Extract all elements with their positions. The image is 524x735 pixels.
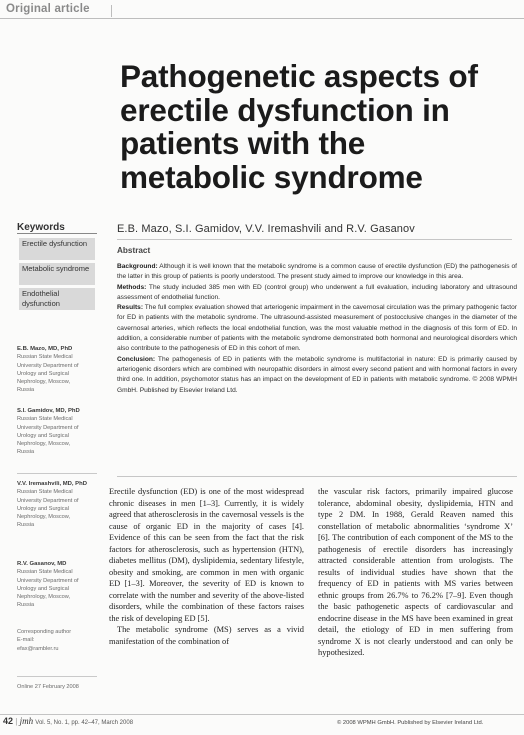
keyword-item: Metabolic syndrome — [19, 263, 95, 285]
affiliation-line: Russia — [17, 522, 35, 529]
title-line: metabolic syndrome — [120, 158, 423, 195]
sidebar-rule — [17, 473, 97, 474]
affiliation-line: Russian State Medical — [17, 569, 73, 576]
footer-citation: 42 | jmh Vol. 5, No. 1, pp. 42–47, March 2008 — [3, 716, 134, 726]
abstract-rule — [117, 476, 517, 477]
affiliation-line: Urology and Surgical — [17, 505, 69, 512]
abstract-text — [117, 262, 517, 396]
author-affiliation — [17, 407, 100, 457]
corresponding-label: Corresponding author — [17, 629, 72, 635]
affiliation-line: Nephrology, Moscow, — [17, 441, 71, 448]
conclusion-text: The pathogenesis of ED in patients with the metabolic syndrome is multifactorial in nature: ED is primarily caused by arteriogenic disorders which are combined with neuropathic disorders in almost every second patient and with hormonal factors in every third one. In addition, psychomotor status has an impact on the development of ED in patients with metabolic syndrome. — [117, 355, 517, 384]
corresponding-email: E-mail: efax@rambler.ru — [17, 637, 59, 652]
affiliation-line: Urology and Surgical — [17, 585, 69, 592]
keywords-rule — [17, 233, 97, 234]
header-divider — [111, 5, 112, 17]
corresponding-author — [17, 628, 100, 653]
footer-copyright: © 2008 WPMH GmbH. Published by Elsevier Ireland Ltd. — [337, 720, 484, 726]
page-number: 42 — [3, 716, 14, 726]
body-column-right — [318, 486, 513, 659]
results-label: Results: — [117, 304, 144, 312]
journal-name: jmh — [19, 716, 34, 726]
affiliation-line: University Department of — [17, 424, 79, 431]
keywords-heading: Keywords — [17, 222, 65, 233]
title-line: erectile dysfunction in — [120, 91, 450, 128]
affiliation-name: E.B. Mazo, MD, PhD — [17, 346, 73, 352]
affiliation-name: R.V. Gasanov, MD — [17, 561, 67, 567]
copyright-text: © 2008 WPMH GmbH. Published by Elsevier Ireland Ltd. — [117, 376, 517, 394]
email-link[interactable]: efax@rambler.ru — [17, 645, 59, 652]
affiliation-line: Russian State Medical — [17, 416, 73, 423]
body-column-left — [109, 486, 304, 647]
body-paragraph: the vascular risk factors, primarily impaired glucose tolerance, abdominal obesity, dyslipidemia, HTN and type 2 DM. In 1988, Gerald Reaven named this constellation of metabolic abnormalities ‘syndrome X’ [6]. The contribution of each component of the MS to the pathogenesis of erectile disorders has increasingly attracted considerable attention from urologists. The results of individual studies have shown that the frequency of ED in patients with MS varies between ethnic groups from 26.7% to 76.2% [7–9]. Even though the basic pathogenetic aspects of cardiovascular and endocrine disease in the MS have been examined in great detail, the etiology of ED in men suffering from syndrome X is not clearly understood and can only be hypothesized. — [318, 487, 513, 657]
footer-rule — [0, 714, 524, 715]
affiliation-line: University Department of — [17, 497, 79, 504]
affiliation-line: Nephrology, Moscow, — [17, 514, 71, 521]
affiliation-name: V.V. Iremashvili, MD, PhD — [17, 481, 87, 487]
sidebar-rule — [17, 676, 97, 677]
affiliation-line: Nephrology, Moscow, — [17, 594, 71, 601]
body-paragraph: The metabolic syndrome (MS) serves as a vivid manifestation of the combination of — [109, 625, 304, 646]
author-affiliation — [17, 480, 100, 530]
affiliation-line: Urology and Surgical — [17, 432, 69, 439]
authors-rule — [117, 239, 512, 240]
online-date: Online 27 February 2008 — [17, 684, 79, 690]
author-affiliation — [17, 345, 100, 395]
title-line: patients with the — [120, 125, 366, 161]
affiliation-line: Russian State Medical — [17, 489, 73, 496]
section-label: Original article — [6, 3, 90, 15]
affiliation-line: University Department of — [17, 577, 79, 584]
header-rule — [0, 18, 524, 19]
background-text: Although it is well known that the metabolic syndrome is a common cause of erectile dysfunction (ED) the pathogenesis of the latter in this group of patients is poorly understood. The present study aimed to improve our knowledge in this area. — [117, 263, 517, 281]
article-title — [120, 60, 515, 194]
title-line: Pathogenetic aspects of — [120, 58, 478, 94]
background-label: Background: — [117, 263, 158, 270]
keyword-item: Endothelial dysfunction — [19, 288, 95, 310]
affiliation-line: Russian State Medical — [17, 354, 73, 361]
methods-text: The study included 385 men with ED (control group) who underwent a full evaluation, including laboratory and ultrasound assessment of endothelial function. — [117, 283, 517, 301]
affiliation-line: Russia — [17, 387, 35, 394]
author-affiliation — [17, 560, 100, 610]
results-text: The full complex evaluation showed that arteriogenic impairment in the cavernosal circulation was the primary pathogenic factor for ED in patients with the metabolic syndrome. The ultrasound-assisted measurement of postocclusive changes in the diameter of the cavernosal arteries, which reflects the local endothelial function, was the most valuable method in the diagnosis of this form of ED. In addition, a considerable number of patients with the metabolic syndrome demonstrated both hormonal and neurological disorders which also contribute to the pathogenesis of ED in this cohort of men. — [117, 304, 517, 353]
keyword-item: Erectile dysfunction — [19, 238, 95, 260]
affiliation-line: Russia — [17, 602, 35, 609]
conclusion-label: Conclusion: — [117, 355, 156, 363]
body-paragraph: Erectile dysfunction (ED) is one of the most widespread chronic diseases in men [1–3]. Currently, it is widely agreed that atherosclerosis in the cavernosal vessels is the cause of organic ED in the majority of cases [4]. Evidence of this can be seen from the fact that the risk factors for atherosclerosis, such as hypertension (HTN), diabetes mellitus (DM), dyslipidemia, sedentary lifestyle, obesity and smoking, are common in men with organic ED [1–3]. Moreover, the severity of ED is known to correlate with the number and severity of the above-listed disorders, while the combination of these factors raises the risk of developing ED [5]. — [109, 487, 304, 623]
volume-info: Vol. 5, No. 1, pp. 42–47, March 2008 — [35, 720, 134, 726]
affiliation-line: Urology and Surgical — [17, 370, 69, 377]
affiliation-line: Russia — [17, 449, 35, 456]
author-line: E.B. Mazo, S.I. Gamidov, V.V. Iremashvili and R.V. Gasanov — [117, 223, 415, 235]
affiliation-name: S.I. Gamidov, MD, PhD — [17, 408, 80, 414]
abstract-heading: Abstract — [117, 246, 151, 255]
methods-label: Methods: — [117, 283, 147, 291]
affiliation-line: Nephrology, Moscow, — [17, 379, 71, 386]
affiliation-line: University Department of — [17, 362, 79, 369]
